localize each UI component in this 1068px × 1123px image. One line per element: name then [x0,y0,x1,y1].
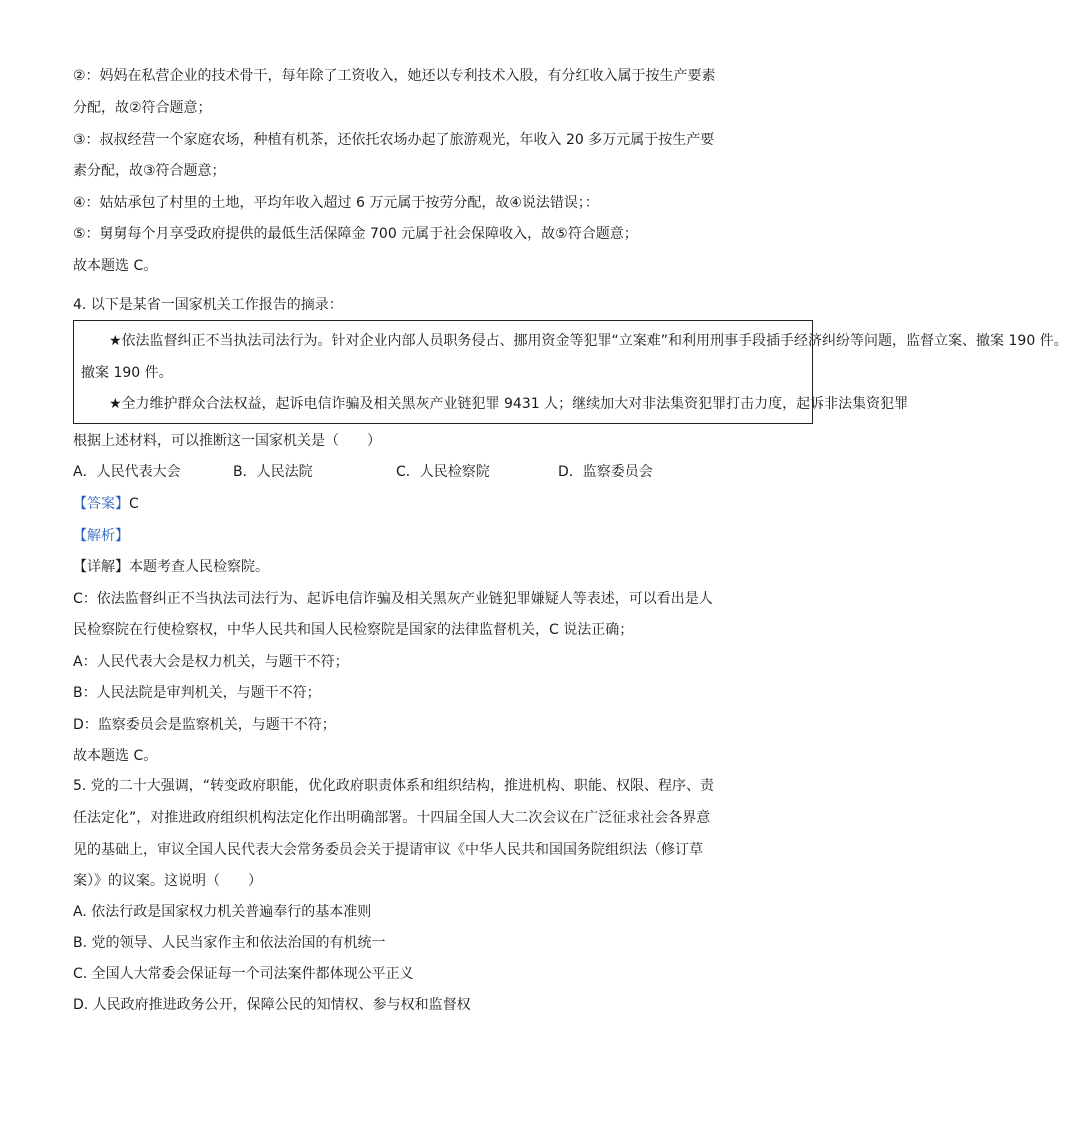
question-5-stem-4: 案）》的议案。这说明（ ） [73,873,262,889]
question-5-stem-3: 见的基础上，审议全国人民代表大会常务委员会关于提请审议《中华人民共和国国务院组织法（修订草 [73,842,703,858]
answer-tag: 【答案】 [73,496,129,512]
option-c[interactable]: C．人民检察院 [396,464,490,480]
explain-line-2: ②：妈妈在私营企业的技术骨干，每年除了工资收入，她还以专利技术入股，有分红收入属于按生产要素 [73,68,716,84]
material-line-2: ★全力维护群众合法权益，起诉电信诈骗及相关黑灰产业链犯罪 9431 人；继续加大对非法集资犯罪打击力度，起诉非法集资犯罪 [109,396,909,412]
question-5-stem-2: 任法定化”，对推进政府组织机构法定化作出明确部署。十四届全国人大二次会议在广泛征求社会各界意 [73,810,711,826]
q5-option-b[interactable]: B. 党的领导、人民当家作主和依法治国的有机统一 [73,935,386,951]
question-4-stem: 4. 以下是某省一国家机关工作报告的摘录： [73,297,343,313]
q4-explain-b: B：人民法院是审判机关，与题干不符； [73,685,321,701]
q4-explain-c-cont: 民检察院在行使检察权，中华人民共和国人民检察院是国家的法律监督机关，C 说法正确； [73,622,634,638]
analysis-line [73,526,129,546]
explain-line-3-cont: 素分配，故③符合题意； [73,163,226,179]
question-4-options [73,462,773,482]
answer-line [73,494,139,514]
q5-option-a[interactable]: A. 依法行政是国家权力机关普遍奉行的基本准则 [73,904,372,920]
q5-option-d[interactable]: D. 人民政府推进政务公开，保障公民的知情权、参与权和监督权 [73,997,471,1013]
option-a[interactable]: A．人民代表大会 [73,464,181,480]
option-b[interactable]: B．人民法院 [233,464,313,480]
question-4-prompt: 根据上述材料，可以推断这一国家机关是（ ） [73,433,381,449]
q4-conclusion: 故本题选 C。 [73,748,158,764]
explain-line-4: ④：姑姑承包了村里的土地，平均年收入超过 6 万元属于按劳分配，故④说法错误；： [73,195,599,211]
q5-option-c[interactable]: C. 全国人大常委会保证每一个司法案件都体现公平正义 [73,966,414,982]
detail-text: 本题考查人民检察院。 [129,559,269,575]
explain-line-5: ⑤：舅舅每个月享受政府提供的最低生活保障金 700 元属于社会保障收入，故⑤符合题意； [73,226,638,242]
q4-explain-a: A：人民代表大会是权力机关，与题干不符； [73,654,349,670]
conclusion-line: 故本题选 C。 [73,258,158,274]
detail-line [73,557,269,577]
q4-explain-d: D：监察委员会是监察机关，与题干不符； [73,717,336,733]
option-d[interactable]: D．监察委员会 [558,464,653,480]
material-line-1: ★依法监督纠正不当执法司法行为。针对企业内部人员职务侵占、挪用资金等犯罪“立案难”和利用刑事手段插手经济纠纷等问题，监督立案、撤案 190 件。 [109,333,1068,349]
material-line-1-cont: 撤案 190 件。 [81,365,173,381]
detail-tag: 【详解】 [73,559,129,575]
material-box [73,320,1068,424]
q4-explain-c: C：依法监督纠正不当执法司法行为、起诉电信诈骗及相关黑灰产业链犯罪嫌疑人等表述，可以看出是人 [73,591,713,607]
question-5-stem-1: 5. 党的二十大强调，“转变政府职能，优化政府职责体系和组织结构，推进机构、职能、权限、程序、责 [73,778,715,794]
explain-line-3: ③：叔叔经营一个家庭农场，种植有机茶，还依托农场办起了旅游观光，年收入 20 多万元属于按生产要 [73,132,715,148]
analysis-tag: 【解析】 [73,528,129,544]
explain-line-2-cont: 分配，故②符合题意； [73,100,212,116]
answer-value: C [129,496,139,512]
